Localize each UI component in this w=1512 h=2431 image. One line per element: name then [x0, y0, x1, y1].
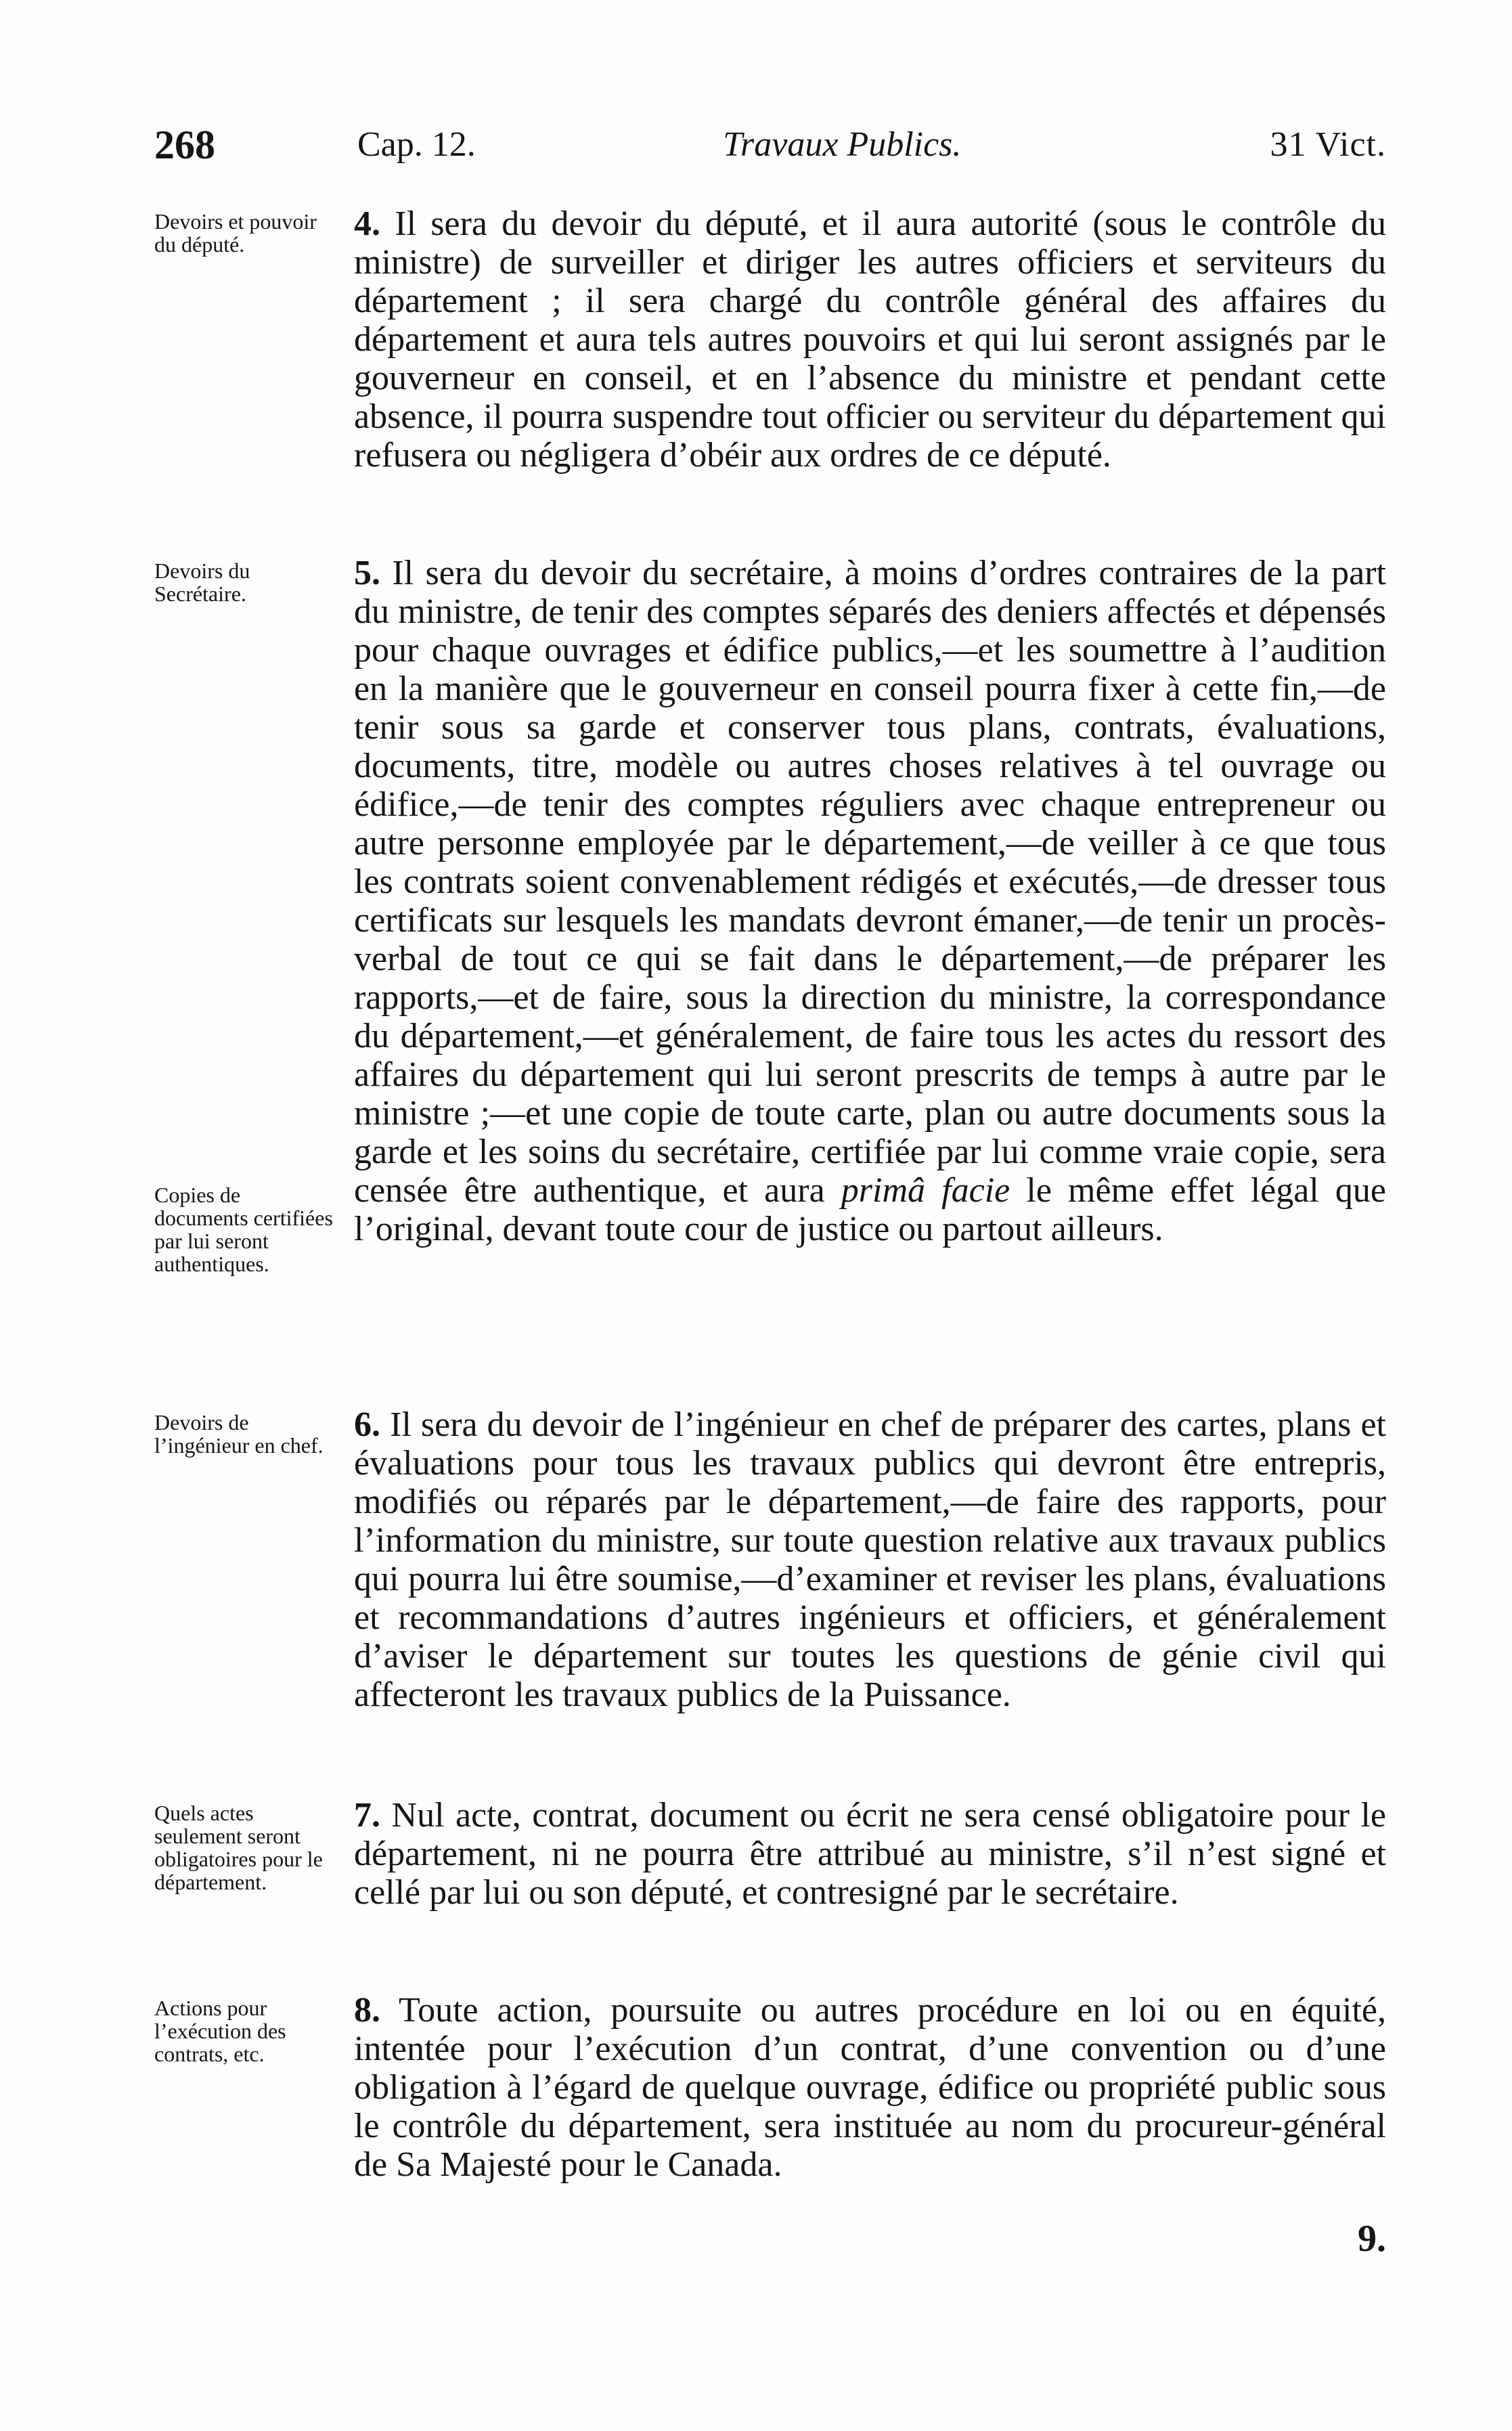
- section-5: [154, 554, 1387, 1276]
- section-body: [354, 554, 1386, 1248]
- margin-note: Devoirs du Secrétaire.: [154, 559, 250, 606]
- catchword: 9.: [1358, 2218, 1386, 2260]
- chapter-label: Cap. 12.: [357, 125, 476, 164]
- regnal-year: 31 Vict.: [1270, 125, 1386, 164]
- section-body: [354, 1991, 1386, 2184]
- section-body: [354, 1796, 1386, 1912]
- section-number: 8.: [354, 1991, 380, 2030]
- section-text-continued: le même effet légal que l’original, devant toute cour de justice ou partout ailleurs.: [354, 1171, 1386, 1248]
- section-text: Nul acte, contrat, document ou écrit ne sera censé obligatoire pour le département, ni ne pourra être attribué au ministre, s’il n’est signé et cellé par lui ou son député, et contresigné par le secrétaire.: [354, 1796, 1386, 1912]
- section-number: 7.: [354, 1796, 380, 1835]
- section-number: 6.: [354, 1405, 380, 1444]
- section-text: Il sera du devoir du député, et il aura autorité (sous le contrôle du ministre) de surveiller et diriger les autres officiers et serviteurs du département ; il sera chargé du contrôle général des affaires du département et aura tels autres pouvoirs et qui lui seront assignés par le gouverneur en conseil, et en l’absence du ministre et pendant cette absence, il pourra suspendre tout officier ou serviteur du département qui refusera ou négligera d’obéir aux ordres de ce député.: [354, 204, 1386, 475]
- section-text: Toute action, poursuite ou autres procédure en loi ou en équité, intentée pour l’exécution d’un contrat, d’une convention ou d’une obligation à l’égard de quelque ouvrage, édifice ou propriété public sous le contrôle du département, sera instituée au nom du procureur-général de Sa Majesté pour le Canada.: [354, 1991, 1387, 2184]
- margin-note: Devoirs de l’ingénieur en chef.: [154, 1410, 324, 1458]
- page-number: 268: [154, 123, 215, 167]
- section-text: Il sera du devoir du secrétaire, à moins d’ordres contraires de la part du ministre, de tenir des comptes séparés des deniers affectés et dépensés pour chaque ouvrages et édifice publics,—et les soumettre à l’audition en la manière que le gouverneur en conseil pourra fixer à cette fin,—de tenir sous sa garde et conserver tous plans, contrats, évaluations, documents, titre, modèle ou autres choses relatives à tel ouvrage ou édifice,—de tenir des comptes réguliers avec chaque entrepreneur ou autre personne employée par le département,—de veiller à ce que tous les contrats soient convenablement rédigés et exécutés,—de dresser tous certificats sur lesquels les mandats devront émaner,—de tenir un procès-verbal de tout ce qui se fait dans le département,—de préparer les rapports,—et de faire, sous la direction du ministre, la correspondance du département,—et généralement, de faire tous les actes du ressort des affaires du département qui lui seront prescrits de temps à autre par le ministre ;—et une copie de toute carte, plan ou autre documents sous la garde et les soins du secrétaire, certifiée par lui comme vraie copie, sera censée être authentique, et aura: [354, 554, 1387, 1210]
- section-8: [154, 1991, 1386, 2184]
- section-7: [154, 1796, 1386, 1912]
- section-number: 5.: [354, 554, 380, 592]
- section-6: [154, 1405, 1386, 1714]
- section-body: [354, 1405, 1386, 1714]
- section-4: [154, 204, 1386, 475]
- margin-note-secondary: Copies de documents certifiées par lui seront authentiques.: [154, 1183, 333, 1276]
- running-header: [154, 122, 1386, 183]
- margin-note: Devoirs et pouvoir du député.: [154, 209, 317, 257]
- section-text: Il sera du devoir de l’ingénieur en chef de préparer des cartes, plans et évaluations pour tous les travaux publics qui devront être entrepris, modifiés ou réparés par le département,—de faire des rapports, pour l’information du ministre, sur toute question relative aux travaux publics qui pourra lui être soumise,—d’examiner et reviser les plans, évaluations et recommandations d’autres ingénieurs et officiers, et généralement d’aviser le département sur toutes les questions de génie civil qui affecteront les travaux publics de la Puissance.: [354, 1405, 1386, 1714]
- section-number: 4.: [354, 204, 380, 243]
- section-text-italic: primâ facie: [841, 1171, 1010, 1210]
- margin-note: Quels actes seulement seront obligatoires pour le département.: [154, 1801, 323, 1894]
- running-title: Travaux Publics.: [723, 125, 962, 164]
- margin-note: Actions pour l’exécution des contrats, etc.: [154, 1996, 286, 2066]
- section-body: [354, 204, 1386, 475]
